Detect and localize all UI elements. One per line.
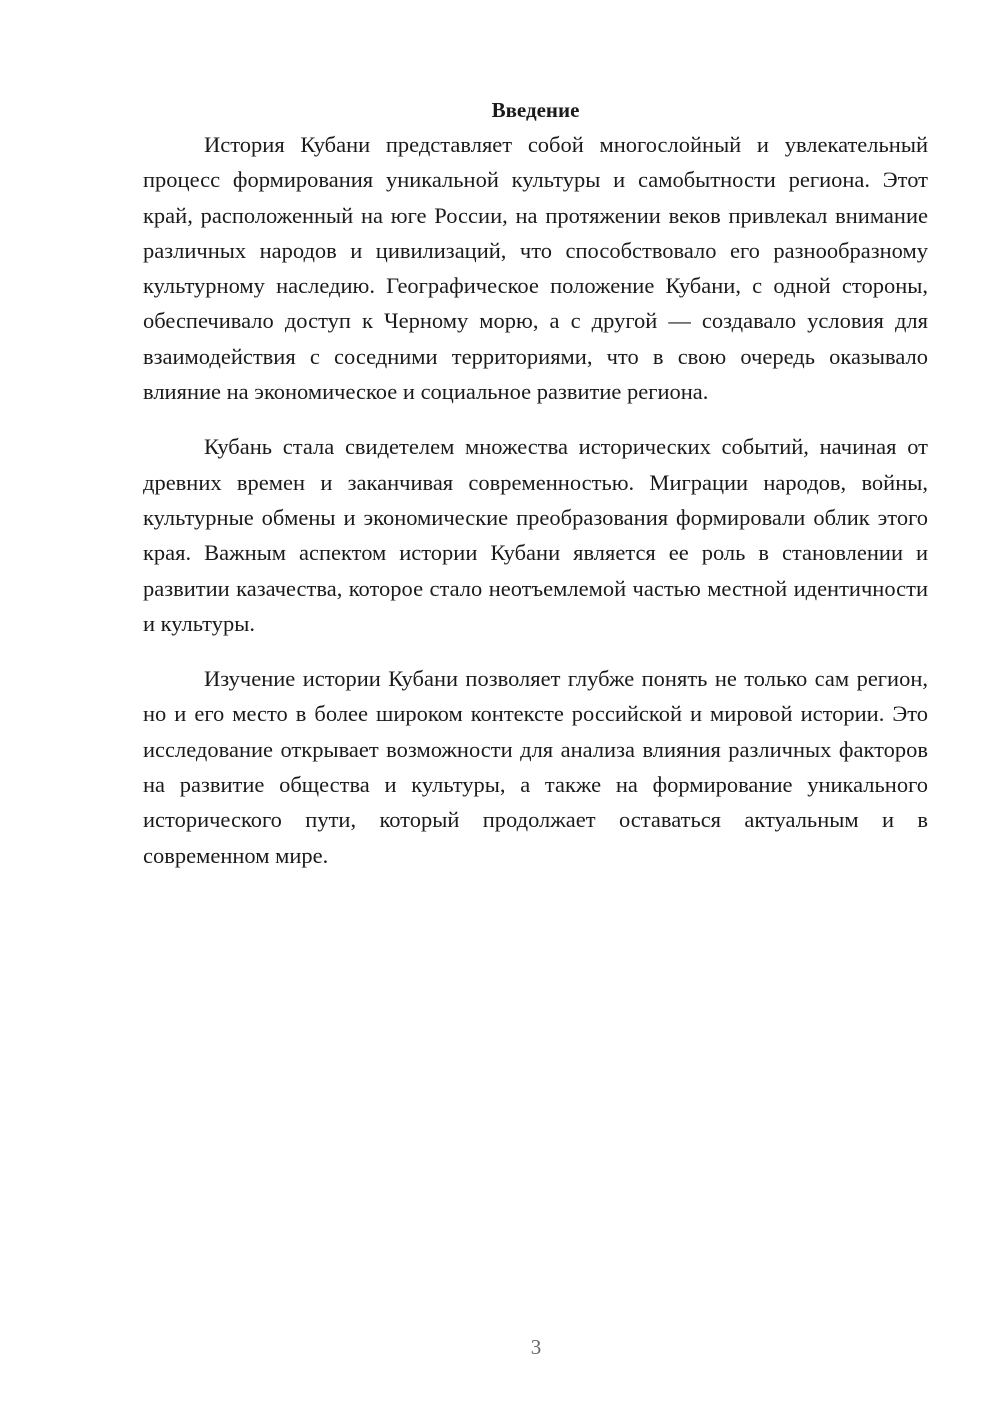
paragraph-2: Кубань стала свидетелем множества исторических событий, начиная от древних времен и заканчивая современностью. Миграции народов, войны, культурные обмены и экономические преобразования формировали облик этого края. Важным аспектом истории Кубани является ее роль в становлении и развитии казачества, которое стало неотъемлемой частью местной идентичности и культуры. (143, 434, 928, 636)
section-heading: Введение (491, 98, 580, 122)
paragraph-3: Изучение истории Кубани позволяет глубже понять не только сам регион, но и его место в более широком контексте российской и мировой истории. Это исследование открывает возможности для анализа влияния различных факторов на развитие общества и культуры, а также на формирование уникального исторического пути, который продолжает оставаться актуальным и в современном мире. (143, 666, 928, 868)
paragraph-1: История Кубани представляет собой многослойный и увлекательный процесс формирования уникальной культуры и самобытности региона. Этот край, расположенный на юге России, на протяжении веков привлекал внимание различных народов и цивилизаций, что способствовало его разнообразному культурному наследию. Географическое положение Кубани, с одной стороны, обеспечивало доступ к Черному морю, а с другой — создавало условия для взаимодействия с соседними территориями, что в свою очередь оказывало влияние на экономическое и социальное развитие региона. (143, 132, 928, 405)
page-content (143, 96, 928, 893)
page-number: 3 (530, 1335, 542, 1359)
